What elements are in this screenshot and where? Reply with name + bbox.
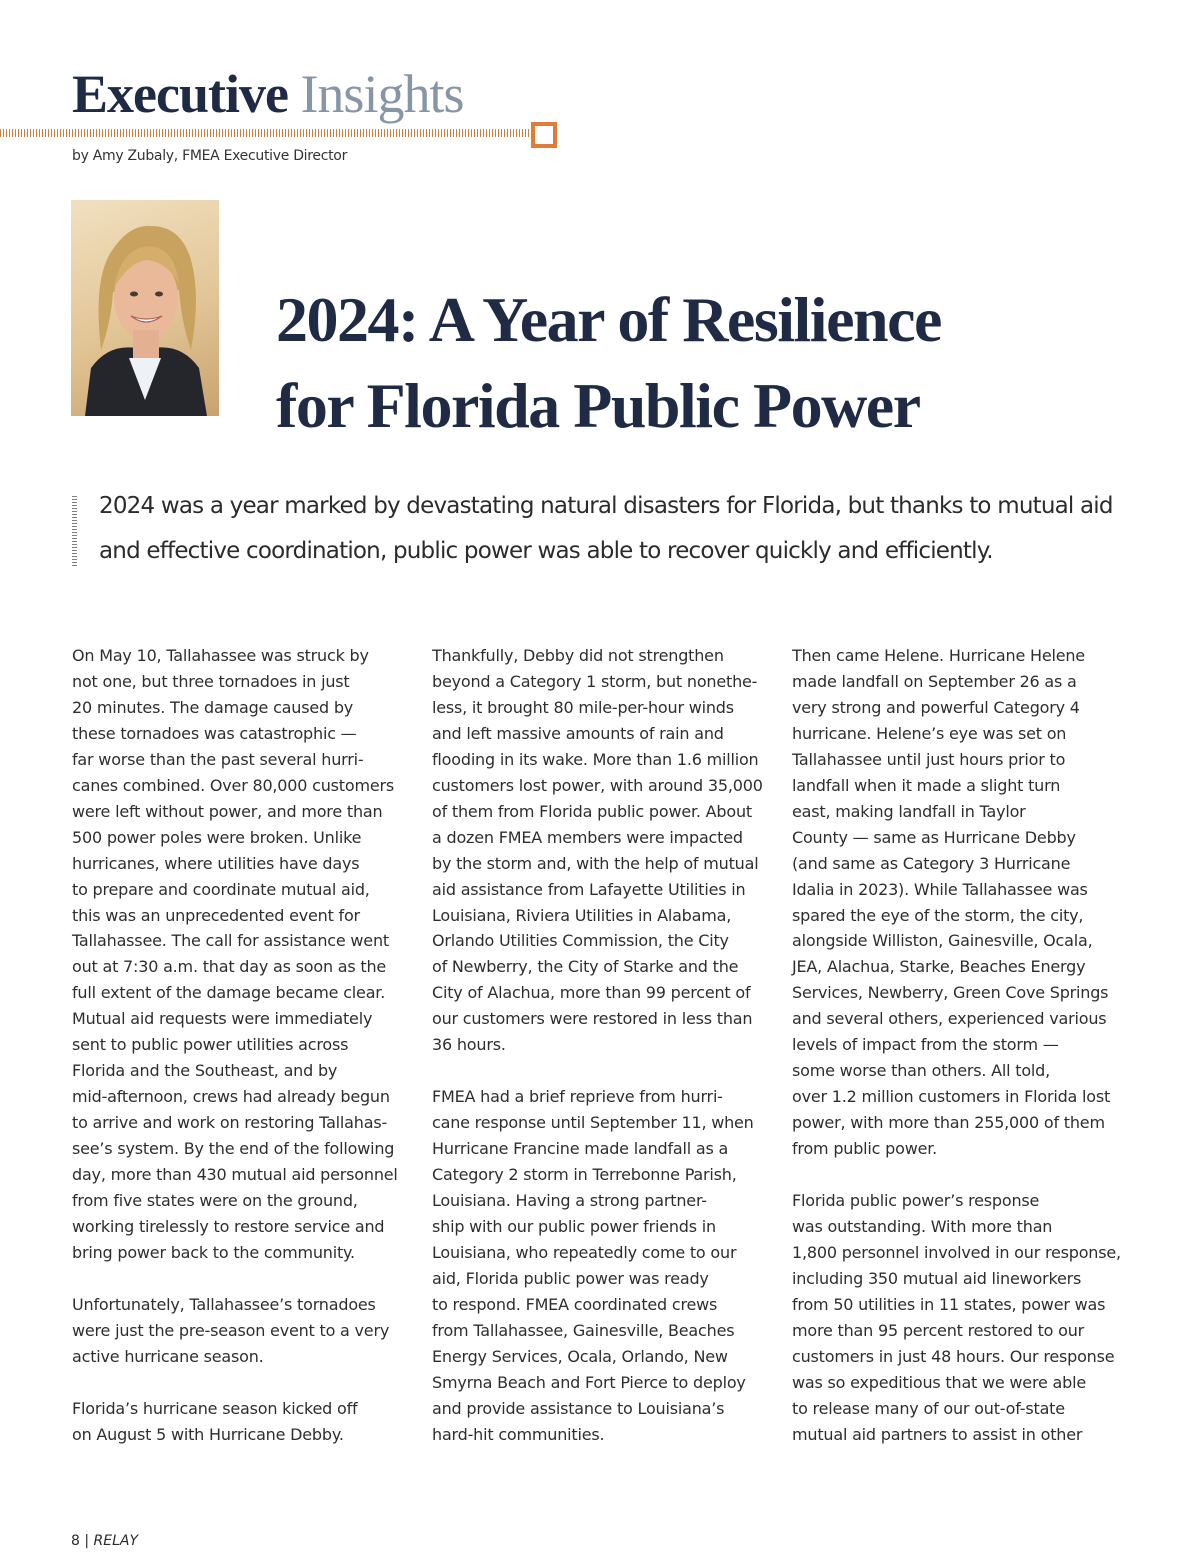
body-line: bring power back to the community. xyxy=(72,1242,355,1262)
body-line: beyond a Category 1 storm, but nonethe- xyxy=(432,671,758,691)
body-line: mutual aid partners to assist in other xyxy=(792,1424,1083,1444)
body-paragraph xyxy=(792,643,1132,1162)
body-line: over 1.2 million customers in Florida lost xyxy=(792,1087,1111,1107)
body-line: from public power. xyxy=(792,1139,938,1159)
body-line: spared the eye of the storm, the city, xyxy=(792,905,1084,925)
body-line: to arrive and work on restoring Tallahas- xyxy=(72,1113,388,1133)
masthead xyxy=(72,62,463,126)
body-paragraph xyxy=(72,643,412,1266)
body-line: 1,800 personnel involved in our response, xyxy=(792,1242,1121,1262)
body-line: and provide assistance to Louisiana’s xyxy=(432,1398,725,1418)
body-line: canes combined. Over 80,000 customers xyxy=(72,775,395,795)
body-line: Mutual aid requests were immediately xyxy=(72,1009,373,1029)
body-line: 36 hours. xyxy=(432,1035,506,1055)
body-line: very strong and powerful Category 4 xyxy=(792,697,1080,717)
headline-line: 2024: A Year of Resilience xyxy=(276,284,941,355)
body-line: from five states were on the ground, xyxy=(72,1191,358,1211)
body-line: Idalia in 2023). While Tallahassee was xyxy=(792,879,1088,899)
body-line: Tallahassee. The call for assistance went xyxy=(72,931,389,951)
body-line: less, it brought 80 mile-per-hour winds xyxy=(432,697,734,717)
body-paragraph xyxy=(432,643,772,1058)
body-line: day, more than 430 mutual aid personnel xyxy=(72,1165,398,1185)
body-line: by the storm and, with the help of mutual xyxy=(432,853,759,873)
body-line: On May 10, Tallahassee was struck by xyxy=(72,646,369,665)
body-line: this was an unprecedented event for xyxy=(72,905,360,925)
body-line: mid-afternoon, crews had already begun xyxy=(72,1087,390,1107)
body-line: working tirelessly to restore service and xyxy=(72,1216,385,1236)
byline: by Amy Zubaly, FMEA Executive Director xyxy=(72,148,348,164)
body-line: levels of impact from the storm — xyxy=(792,1035,1059,1055)
body-column-2 xyxy=(432,643,772,1473)
body-line: were left without power, and more than xyxy=(72,801,383,821)
body-line: our customers were restored in less than xyxy=(432,1009,753,1029)
body-line: City of Alachua, more than 99 percent of xyxy=(432,983,751,1003)
body-line: aid, Florida public power was ready xyxy=(432,1268,709,1288)
body-line: aid assistance from Lafayette Utilities in xyxy=(432,879,746,899)
body-line: including 350 mutual aid lineworkers xyxy=(792,1268,1082,1288)
body-line: FMEA had a brief reprieve from hurri- xyxy=(432,1087,723,1107)
body-line: far worse than the past several hurri- xyxy=(72,749,364,769)
body-line: Then came Helene. Hurricane Helene xyxy=(792,646,1085,665)
body-line: and several others, experienced various xyxy=(792,1009,1107,1029)
body-line: 20 minutes. The damage caused by xyxy=(72,697,354,717)
body-line: landfall when it made a slight turn xyxy=(792,775,1061,795)
body-line: Category 2 storm in Terrebonne Parish, xyxy=(432,1165,737,1185)
body-line: from Tallahassee, Gainesville, Beaches xyxy=(432,1320,735,1340)
author-portrait-icon xyxy=(71,200,219,416)
body-line: to prepare and coordinate mutual aid, xyxy=(72,879,370,899)
headline-line: for Florida Public Power xyxy=(276,370,920,441)
body-line: made landfall on September 26 as a xyxy=(792,671,1077,691)
masthead-square-icon xyxy=(531,122,557,148)
body-line: these tornadoes was catastrophic — xyxy=(72,723,357,743)
body-line: sent to public power utilities across xyxy=(72,1035,349,1055)
dek-line: and effective coordination, public power was able to recover quickly and efficiently. xyxy=(99,538,993,564)
body-line: hard-hit communities. xyxy=(432,1424,605,1444)
body-line: hurricane. Helene’s eye was set on xyxy=(792,723,1067,743)
body-line: Energy Services, Ocala, Orlando, New xyxy=(432,1346,728,1366)
author-photo xyxy=(71,200,219,416)
body-line: Florida and the Southeast, and by xyxy=(72,1061,338,1081)
body-line: Florida’s hurricane season kicked off xyxy=(72,1398,358,1418)
body-line: some worse than others. All told, xyxy=(792,1061,1051,1081)
masthead-executive: Executive xyxy=(72,64,288,124)
body-line: Hurricane Francine made landfall as a xyxy=(432,1139,729,1159)
body-line: Smyrna Beach and Fort Pierce to deploy xyxy=(432,1372,746,1392)
magazine-name: RELAY xyxy=(93,1533,139,1549)
body-line: of Newberry, the City of Starke and the xyxy=(432,957,739,977)
body-column-3 xyxy=(792,643,1132,1473)
body-line: flooding in its wake. More than 1.6 million xyxy=(432,749,759,769)
body-line: 500 power poles were broken. Unlike xyxy=(72,827,362,847)
body-line: Thankfully, Debby did not strengthen xyxy=(432,646,724,665)
body-line: of them from Florida public power. About xyxy=(432,801,752,821)
body-line: Tallahassee until just hours prior to xyxy=(792,749,1066,769)
body-line: County — same as Hurricane Debby xyxy=(792,827,1076,847)
body-line: hurricanes, where utilities have days xyxy=(72,853,360,873)
body-line: Orlando Utilities Commission, the City xyxy=(432,931,729,951)
masthead-rule xyxy=(0,129,531,137)
body-paragraph xyxy=(432,1084,772,1447)
body-line: to respond. FMEA coordinated crews xyxy=(432,1294,718,1314)
body-line: Florida public power’s response xyxy=(792,1191,1040,1210)
body-line: see’s system. By the end of the following xyxy=(72,1139,395,1159)
body-column-1 xyxy=(72,643,412,1473)
body-line: a dozen FMEA members were impacted xyxy=(432,827,743,847)
body-line: from 50 utilities in 11 states, power was xyxy=(792,1294,1106,1314)
body-line: and left massive amounts of rain and xyxy=(432,723,724,743)
body-line: not one, but three tornadoes in just xyxy=(72,671,350,691)
article-headline xyxy=(276,277,941,449)
body-line: Louisiana. Having a strong partner- xyxy=(432,1191,707,1210)
body-line: (and same as Category 3 Hurricane xyxy=(792,853,1071,873)
body-line: full extent of the damage became clear. xyxy=(72,983,386,1003)
body-line: out at 7:30 a.m. that day as soon as the xyxy=(72,957,387,977)
body-line: JEA, Alachua, Starke, Beaches Energy xyxy=(792,957,1086,977)
body-line: active hurricane season. xyxy=(72,1346,264,1366)
body-line: cane response until September 11, when xyxy=(432,1113,754,1133)
body-paragraph xyxy=(72,1396,412,1448)
body-line: Unfortunately, Tallahassee’s tornadoes xyxy=(72,1294,376,1314)
body-line: Services, Newberry, Green Cove Springs xyxy=(792,983,1109,1003)
dek-line: 2024 was a year marked by devastating natural disasters for Florida, but thanks to mutual aid xyxy=(99,493,1113,519)
page-number: 8 xyxy=(71,1533,80,1549)
body-line: on August 5 with Hurricane Debby. xyxy=(72,1424,344,1444)
body-line: were just the pre-season event to a very xyxy=(72,1320,390,1340)
body-line: alongside Williston, Gainesville, Ocala, xyxy=(792,931,1093,951)
article-dek xyxy=(99,484,1159,574)
body-paragraph xyxy=(792,1188,1132,1448)
body-line: Louisiana, who repeatedly come to our xyxy=(432,1242,737,1262)
body-line: Louisiana, Riviera Utilities in Alabama, xyxy=(432,905,732,925)
masthead-insights: Insights xyxy=(300,64,464,124)
body-line: to release many of our out-of-state xyxy=(792,1398,1065,1418)
body-line: was outstanding. With more than xyxy=(792,1216,1053,1236)
body-line: was so expeditious that we were able xyxy=(792,1372,1086,1392)
body-line: customers in just 48 hours. Our response xyxy=(792,1346,1115,1366)
body-line: more than 95 percent restored to our xyxy=(792,1320,1085,1340)
body-line: ship with our public power friends in xyxy=(432,1216,716,1236)
dek-accent-bar xyxy=(72,496,77,566)
body-line: power, with more than 255,000 of them xyxy=(792,1113,1105,1133)
footer-separator: | xyxy=(84,1533,90,1549)
page-footer xyxy=(71,1533,138,1549)
body-paragraph xyxy=(72,1292,412,1370)
body-line: east, making landfall in Taylor xyxy=(792,801,1026,821)
body-line: customers lost power, with around 35,000 xyxy=(432,775,763,795)
